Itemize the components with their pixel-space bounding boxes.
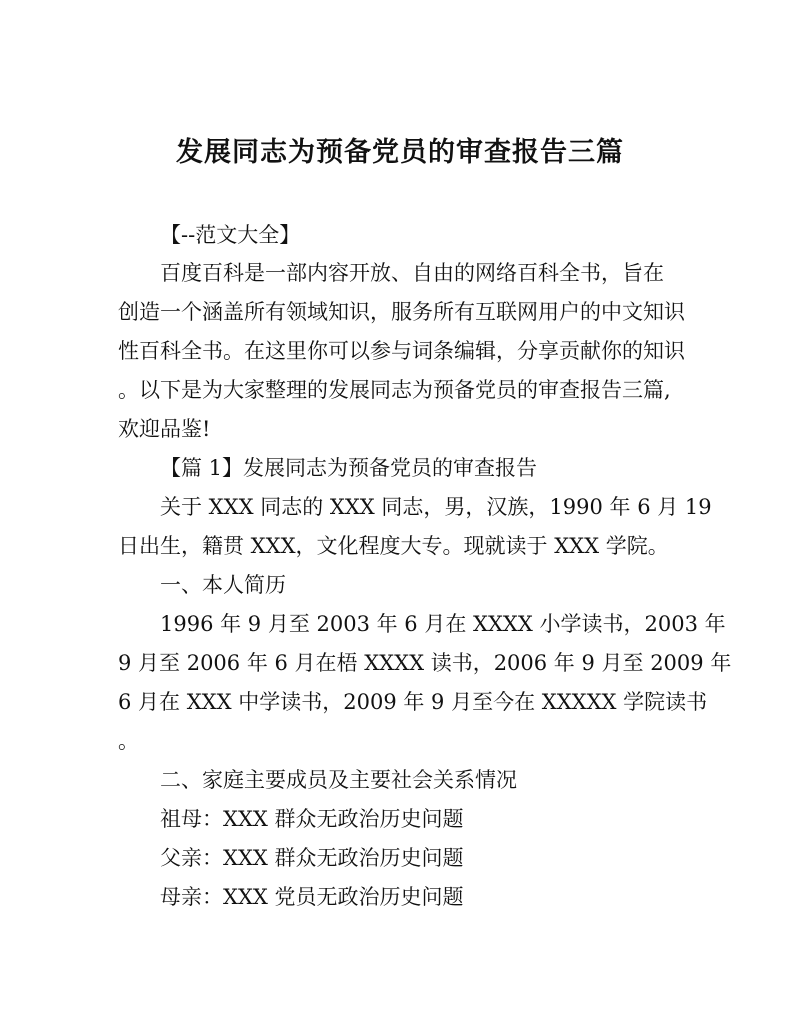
paragraph-resume-line-1: 1996 年 9 月至 2003 年 6 月在 XXXX 小学读书，2003 年	[160, 612, 726, 636]
family-member-grandmother: 祖母：XXX 群众无政治历史问题	[160, 807, 464, 831]
paragraph-intro-line-5: 欢迎品鉴!	[118, 417, 211, 441]
paragraph-intro-line-3: 性百科全书。在这里你可以参与词条编辑，分享贡献你的知识	[118, 339, 685, 363]
paragraph-resume-line-2: 9 月至 2006 年 6 月在梧 XXXX 读书，2006 年 9 月至 2009 年	[118, 651, 732, 675]
document-title: 发展同志为预备党员的审查报告三篇	[176, 137, 624, 168]
paragraph-resume-line-4: 。	[118, 729, 139, 753]
paragraph-resume-line-3: 6 月在 XXX 中学读书，2009 年 9 月至今在 XXXXX 学院读书	[118, 690, 708, 714]
paragraph-about-line-1: 关于 XXX 同志的 XXX 同志，男，汉族，1990 年 6 月 19	[160, 495, 712, 519]
family-member-father: 父亲：XXX 群众无政治历史问题	[160, 846, 464, 870]
paragraph-intro-line-4: 。以下是为大家整理的发展同志为预备党员的审查报告三篇,	[118, 378, 671, 402]
paragraph-intro-line-2: 创造一个涵盖所有领域知识，服务所有互联网用户的中文知识	[118, 300, 685, 324]
section-heading-resume: 一、本人简历	[160, 573, 286, 597]
family-member-mother: 母亲：XXX 党员无政治历史问题	[160, 885, 464, 909]
paragraph-intro-line-1: 百度百科是一部内容开放、自由的网络百科全书，旨在	[160, 261, 664, 285]
section-heading-family: 二、家庭主要成员及主要社会关系情况	[160, 768, 517, 792]
paragraph-about-line-2: 日出生，籍贯 XXX，文化程度大专。现就读于 XXX 学院。	[118, 534, 669, 558]
source-tag: 【--范文大全】	[160, 223, 301, 247]
section-heading-article-1: 【篇 1】发展同志为预备党员的审查报告	[160, 456, 538, 480]
